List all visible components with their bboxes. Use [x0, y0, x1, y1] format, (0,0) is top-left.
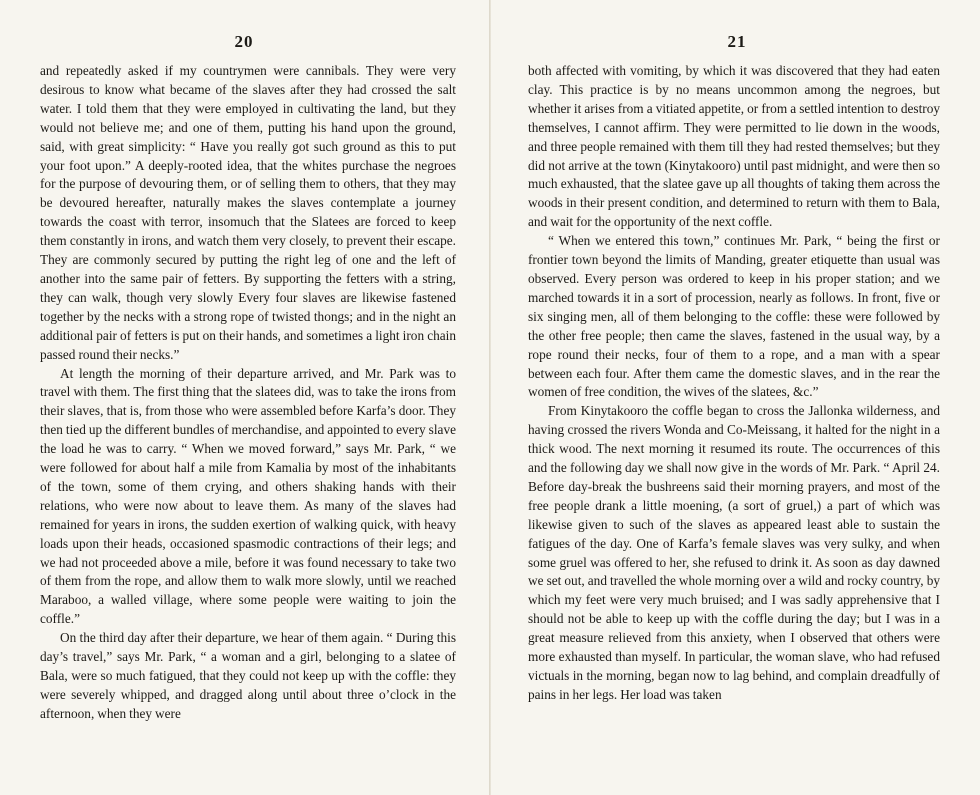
left-paragraph-3: On the third day after their departure, we hear of them again. “ During this day’s travel,” says Mr. Park, “ a woman and a girl, belonging to a slatee of Bala, were so much fatigued, that they could not keep up with the coffle: they were severely whipped, and dragged along until about three o’clock in the afternoon, when they were — [40, 630, 456, 721]
page-number-right: 21 — [727, 32, 747, 51]
left-paragraph-2: At length the morning of their departure arrived, and Mr. Park was to travel with them. The first thing that the slatees did, was to take the irons from their slaves, that is, from those who were assembled before Karfa’s door. They then tied up the different bundles of merchandise, and appointed to every slave the load he was to carry. “ When we moved forward,” says Mr. Park, “ we were followed for about half a mile from Kamalia by most of the inhabitants of the town, some of them crying, and others shaking hands with their relations, who were now about to leave them. As many of the slaves had remained for years in irons, the sudden exertion of walking quick, with heavy loads upon their heads, occasioned spasmodic contractions of their legs; and we had not proceeded above a mile, before it was found necessary to take two of them from the rope, and allow them to walk more slowly, until we reached Maraboo, a walled village, where some people were waiting to join the coffle.” — [40, 365, 456, 627]
left-paragraph-1: and repeatedly asked if my countrymen were cannibals. They were very desirous to know what became of the slaves after they had crossed the salt water. I told them that they were employed in cultivating the land, but they would not believe me; and one of them, putting his hand upon the ground, said, with great simplicity: “ Have you really got such ground as this to put your foot upon.” A deeply-rooted idea, that the whites purchase the negroes for the purpose of devouring them, or of selling them to others, that they may be devoured hereafter, naturally makes the slaves contemplate a journey towards the coast with terror, insomuch that the Slatees are forced to keep them constantly in irons, and watch them very closely, to prevent their escape. They are commonly secured by putting the right leg of one and the left of another into the same pair of fetters. By supporting the fetters with a string, they can walk, though very slowly Every four slaves are likewise fastened together by the necks with a strong rope of twisted thongs; and in the night an additional pair of fetters is put on their hands, and sometimes a light iron chain passed round their necks.” — [40, 63, 456, 362]
book-gutter — [489, 0, 491, 795]
right-paragraph-1: both affected with vomiting, by which it was discovered that they had eaten clay. This practice is by no means uncommon among the negroes, but whether it arises from a vitiated appetite, or from a settled intention to destroy themselves, I cannot affirm. They were permitted to lie down in the woods, and three people remained with them till they had rested themselves; but they did not arrive at the town (Kinytakooro) until past midnight, and were then so much exhausted, that the slatee gave up all thoughts of taking them across the woods in their present condition, and determined to return with them to Bala, and wait for the opportunity of the next coffle. — [528, 63, 940, 230]
left-page — [40, 32, 456, 724]
right-page — [528, 32, 940, 705]
right-paragraph-2: “ When we entered this town,” continues Mr. Park, “ being the first or frontier town beyond the limits of Manding, greater etiquette than usual was observed. Every person was ordered to keep in his proper station; and we marched towards it in a sort of procession, nearly as follows. In front, five or six singing men, all of them belonging to the coffle: these were followed by the other free people; then came the slaves, fastened in the usual way, by a rope round their necks, four of them to a rope, and a man with a spear between each four. After them came the domestic slaves, and in the rear the women of free condition, the wives of the slatees, &c.” — [528, 233, 940, 400]
right-paragraph-3: From Kinytakooro the coffle began to cross the Jallonka wilderness, and having crossed the rivers Wonda and Co-Meissang, it halted for the night in a thick wood. The next morning it resumed its route. The occurrences of this and the following day we shall now give in the words of Mr. Park. “ April 24. Before day-break the bushreens said their morning prayers, and most of the free people drank a little moening, (a sort of gruel,) a part of which was likewise given to such of the slaves as appeared least able to sustain the fatigues of the day. One of Karfa’s female slaves was very sulky, and when some gruel was offered to her, she refused to drink it. As soon as day dawned we set out, and travelled the whole morning over a wild and rocky country, by which my feet were very much bruised; and I was sadly apprehensive that I should not be able to keep up with the coffle during the day; but I was in a great measure relieved from this anxiety, when I observed that others were more exhausted than myself. In particular, the woman slave, who had refused victuals in the morning, began now to lag behind, and complain dreadfully of pains in her legs. Her load was taken — [528, 403, 940, 702]
page-number-left: 20 — [234, 32, 254, 51]
